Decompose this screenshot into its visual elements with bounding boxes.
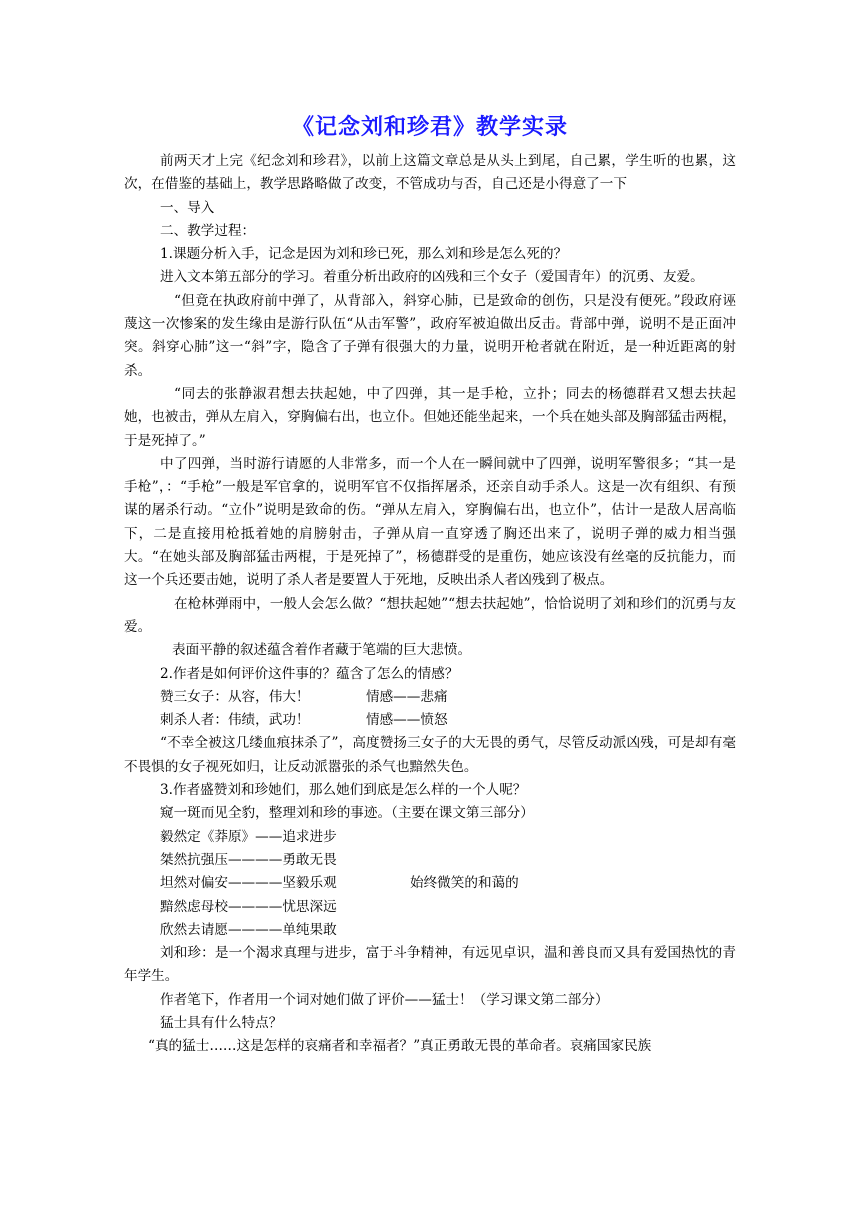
evaluation-right: 情感——悲痛 — [366, 688, 448, 705]
paragraph-warrior: 作者笔下，作者用一个词对她们做了评价——猛士！（学习课文第二部分） — [160, 991, 609, 1008]
paragraph-courage: 在枪林弹雨中，一般人会怎么做？“想扶起她”“想去扶起她”，恰恰说明了刘和珍们的沉勇与友爱。 — [124, 595, 736, 635]
deed-row — [124, 919, 736, 942]
deed-left: 黯然虑母校————忧思深远 — [160, 898, 337, 915]
paragraph-analysis: 中了四弹，当时游行请愿的人非常多，而一个人在一瞬间就中了四弹，说明军警很多；“其一是手枪”，：“手枪”一般是军官拿的，说明军官不仅指挥屠杀，还亲自动手杀人。这是一次有组织、有预谋的屠杀行动。“立仆”说明是致命的伤。“弹从左肩入，穿胸偏右出，也立仆”，估计一是敌人居高临下，二是直接用枪抵着她的肩膀射击，子弹从肩一直穿透了胸还出来了，说明子弹的威力相当强大。“在她头部及胸部猛击两棍，于是死掉了”，杨德群受的是重伤，她应该没有丝毫的反抗能力，而这一个兵还要击她，说明了杀人者是要置人于死地，反映出杀人者凶残到了极点。 — [124, 455, 736, 589]
paragraph-quote-1: “但竟在执政府前中弹了，从背部入，斜穿心肺，已是致命的创伤，只是没有便死。”段政府诬蔑这一次惨案的发生缘由是游行队伍“从击军警”，政府军被迫做出反击。背部中弹，说明不是正面冲突。斜穿心肺”这一“斜”字，隐含了子弹有很强大的力量，说明开枪者就在附近，是一种近距离的射杀。 — [124, 292, 736, 379]
paragraph-warrior-question: 猛士具有什么特点？ — [160, 1014, 283, 1031]
paragraph-summary: 刘和珍：是一个渴求真理与进步，富于斗争精神，有远见卓识，温和善良而又具有爱国热忱的青年学生。 — [124, 945, 736, 985]
document-title: 《记念刘和珍君》教学实录 — [291, 114, 568, 140]
deed-row — [124, 896, 736, 919]
paragraph-question-3: 3.作者盛赞刘和珍她们，那么她们到底是怎么样的一个人呢？ — [160, 782, 527, 799]
evaluation-row — [124, 686, 736, 709]
evaluation-right: 情感——愤怒 — [366, 712, 448, 729]
paragraph-quote-2: “同去的张静淑君想去扶起她，中了四弹，其一是手枪，立扑；同去的杨德群君又想去扶起她，也被击，弹从左肩入，穿胸偏右出，也立仆。但她还能坐起来，一个兵在她头部及胸部猛击两棍，于是死掉了。” — [124, 385, 736, 449]
deed-left: 毅然定《莽原》——追求进步 — [160, 828, 337, 845]
paragraph-deeds-intro: 窥一斑而见全豹，整理刘和珍的事迹。（主要在课文第三部分） — [160, 805, 534, 822]
deed-left: 坦然对偏安————坚毅乐观 — [160, 875, 337, 892]
paragraph-section-1: 一、导入 — [160, 199, 215, 216]
deed-left: 桀然抗强压————勇敢无畏 — [160, 851, 337, 868]
paragraph-intro: 前两天才上完《纪念刘和珍君》，以前上这篇文章总是从头上到尾，自己累，学生听的也累，这次，在借鉴的基础上，教学思路略做了改变，不管成功与否，自己还是小得意了一下 — [124, 153, 736, 193]
paragraph-question-1: 1.课题分析入手，记念是因为刘和珍已死，那么刘和珍是怎么死的？ — [160, 246, 568, 263]
paragraph-true-warrior: “真的猛士……这是怎样的哀痛者和幸福者？”真正勇敢无畏的革命者。哀痛国家民族 — [148, 1038, 652, 1055]
deed-row — [124, 872, 736, 895]
deed-left: 欣然去请愿————单纯果敢 — [160, 921, 337, 938]
document-body — [124, 150, 736, 1059]
evaluation-left: 刺杀人者：伟绩，武功！ — [160, 712, 310, 729]
paragraph-bloodstains: “不幸全被这几缕血痕抹杀了”，高度赞扬三女子的大无畏的勇气，尽管反动派凶残，可是却有毫不畏惧的女子视死如归，让反动派嚣张的杀气也黯然失色。 — [124, 735, 736, 775]
paragraph-grief: 表面平静的叙述蕴含着作者藏于笔端的巨大悲愤。 — [172, 642, 472, 659]
deed-row — [124, 849, 736, 872]
evaluation-left: 赞三女子：从容，伟大！ — [160, 688, 310, 705]
paragraph-question-2: 2.作者是如何评价这件事的？蕴含了怎么的情感？ — [160, 665, 459, 682]
deed-right: 始终微笑的和蔼的 — [410, 875, 519, 892]
paragraph-section-2: 二、教学过程： — [160, 222, 256, 239]
evaluation-row — [124, 709, 736, 732]
deed-row — [124, 826, 736, 849]
paragraph-part-5: 进入文本第五部分的学习。着重分析出政府的凶残和三个女子（爱国青年）的沉勇、友爱。 — [160, 269, 704, 286]
